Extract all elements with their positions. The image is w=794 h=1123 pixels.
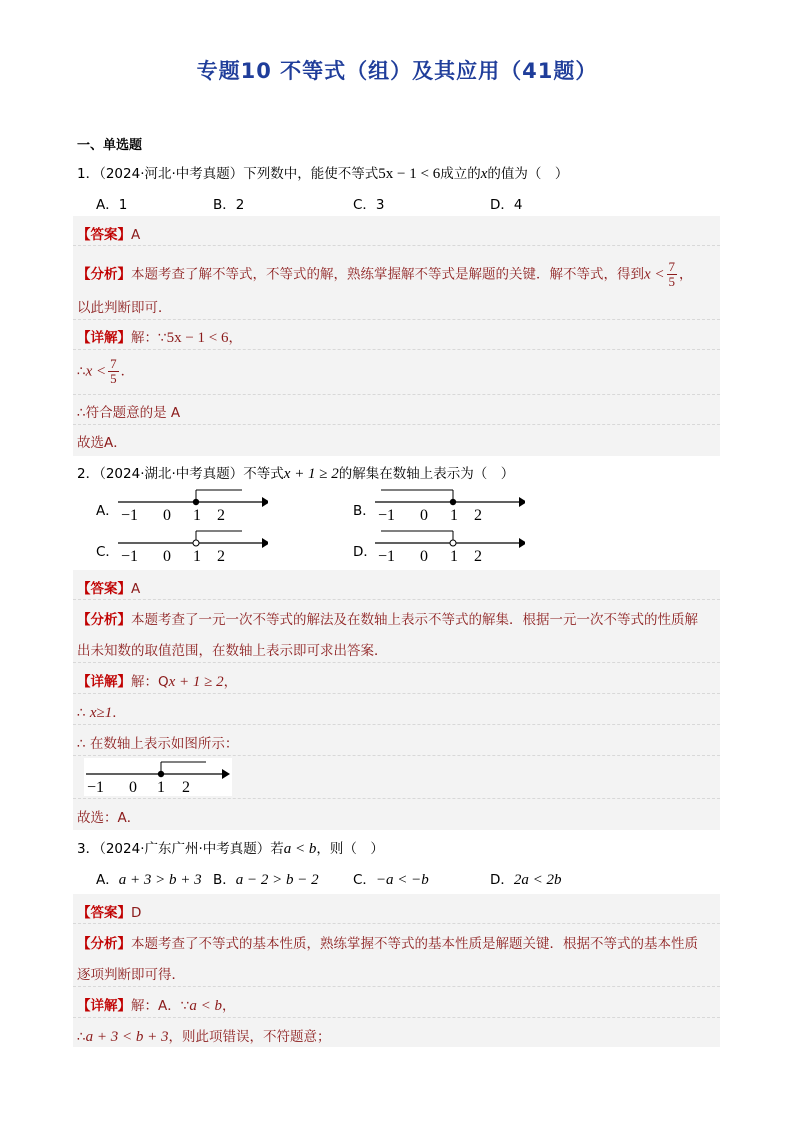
q2-step-3: ∴ 在数轴上表示如图所示： (77, 736, 239, 752)
q2-number-line-d (375, 527, 525, 565)
tick-label: 0 (163, 507, 171, 524)
q2-step-4: 故选：A． (77, 810, 141, 826)
q3-answer: 【答案】D (77, 905, 142, 921)
q1-step-2: ∴x < $\frac{7}{5}$ ． (77, 356, 135, 386)
q1-step-4: 故选A． (77, 435, 127, 451)
q1-analysis: 【分析】本题考查了解不等式，不等式的解，熟练掌握解不等式是解题的关键．解不等式，得到x < $\frac{7}{5}$ ， (77, 259, 693, 289)
q2-option-c: C． (96, 544, 119, 560)
q1-option-b: B．2 (213, 197, 245, 213)
q2-detail: 【详解】解：Qx + 1 ≥ 2， (77, 674, 238, 690)
q3-option-a: A．a + 3 > b + 3 (96, 872, 202, 888)
q2-option-a: A． (96, 503, 119, 519)
question-2-stem: 2．（2024·湖北·中考真题）不等式x + 1 ≥ 2的解集在数轴上表示为（ ） (77, 466, 515, 482)
q3-option-c: C．−a < −b (353, 872, 429, 888)
tick-label: 1 (450, 548, 458, 565)
q1-option-a: A．1 (96, 197, 128, 213)
tick-label: 2 (217, 548, 225, 565)
page-title: 专题10 不等式（组）及其应用（41题） (196, 59, 598, 83)
tick-label: −1 (378, 507, 396, 524)
tick-label: 2 (474, 548, 482, 565)
q3-step-2: ∴a + 3 < b + 3，则此项错误，不符题意； (77, 1029, 331, 1045)
q1-answer: 【答案】A (77, 227, 141, 243)
section-heading: 一、单选题 (77, 138, 143, 153)
q1-step-3: ∴符合题意的是 A (77, 405, 181, 421)
tick-label: 0 (420, 507, 428, 524)
tick-label: 0 (420, 548, 428, 565)
tick-label: −1 (121, 548, 139, 565)
tick-label: 0 (163, 548, 171, 565)
tick-label: 1 (193, 548, 201, 565)
tick-label: 2 (217, 507, 225, 524)
q3-option-d: D．2a < 2b (490, 872, 562, 888)
q1-option-c: C．3 (353, 197, 385, 213)
q2-analysis: 【分析】本题考查了一元一次不等式的解法及在数轴上表示不等式的解集．根据一元一次不等式的性质解 (77, 612, 698, 628)
q3-detail: 【详解】解：A．∵a < b， (77, 998, 236, 1014)
question-1-stem: 1．（2024·河北·中考真题）下列数中，能使不等式5x − 1 < 6成立的x的值为（ ） (77, 166, 569, 182)
q2-number-line-b (375, 486, 525, 524)
q2-option-d: D． (353, 544, 377, 560)
tick-label: 1 (193, 507, 201, 524)
q2-number-line-a (118, 486, 268, 524)
q2-solution-number-line (84, 758, 232, 796)
q1-option-d: D．4 (490, 197, 523, 213)
q1-detail: 【详解】解：∵5x − 1 < 6， (77, 330, 243, 346)
tick-label: 0 (129, 779, 137, 796)
q2-number-line-c (118, 527, 268, 565)
q3-analysis-cont: 逐项判断即可得． (77, 967, 185, 983)
question-3-stem: 3．（2024·广东广州·中考真题）若a < b，则（ ） (77, 841, 384, 857)
tick-label: 1 (157, 779, 165, 796)
tick-label: 2 (182, 779, 190, 796)
tick-label: −1 (87, 779, 105, 796)
tick-label: −1 (378, 548, 396, 565)
tick-label: 1 (450, 507, 458, 524)
q2-answer: 【答案】A (77, 581, 141, 597)
tick-label: −1 (121, 507, 139, 524)
q3-option-b: B．a − 2 > b − 2 (213, 872, 319, 888)
q2-option-b: B． (353, 503, 376, 519)
q2-analysis-cont: 出未知数的取值范围，在数轴上表示即可求出答案． (77, 643, 388, 659)
tick-label: 2 (474, 507, 482, 524)
q3-analysis: 【分析】本题考查了不等式的基本性质，熟练掌握不等式的基本性质是解题关键．根据不等式的基本性质 (77, 936, 698, 952)
q2-step-2: ∴ x≥1． (77, 705, 126, 721)
q1-analysis-cont: 以此判断即可． (77, 300, 172, 316)
